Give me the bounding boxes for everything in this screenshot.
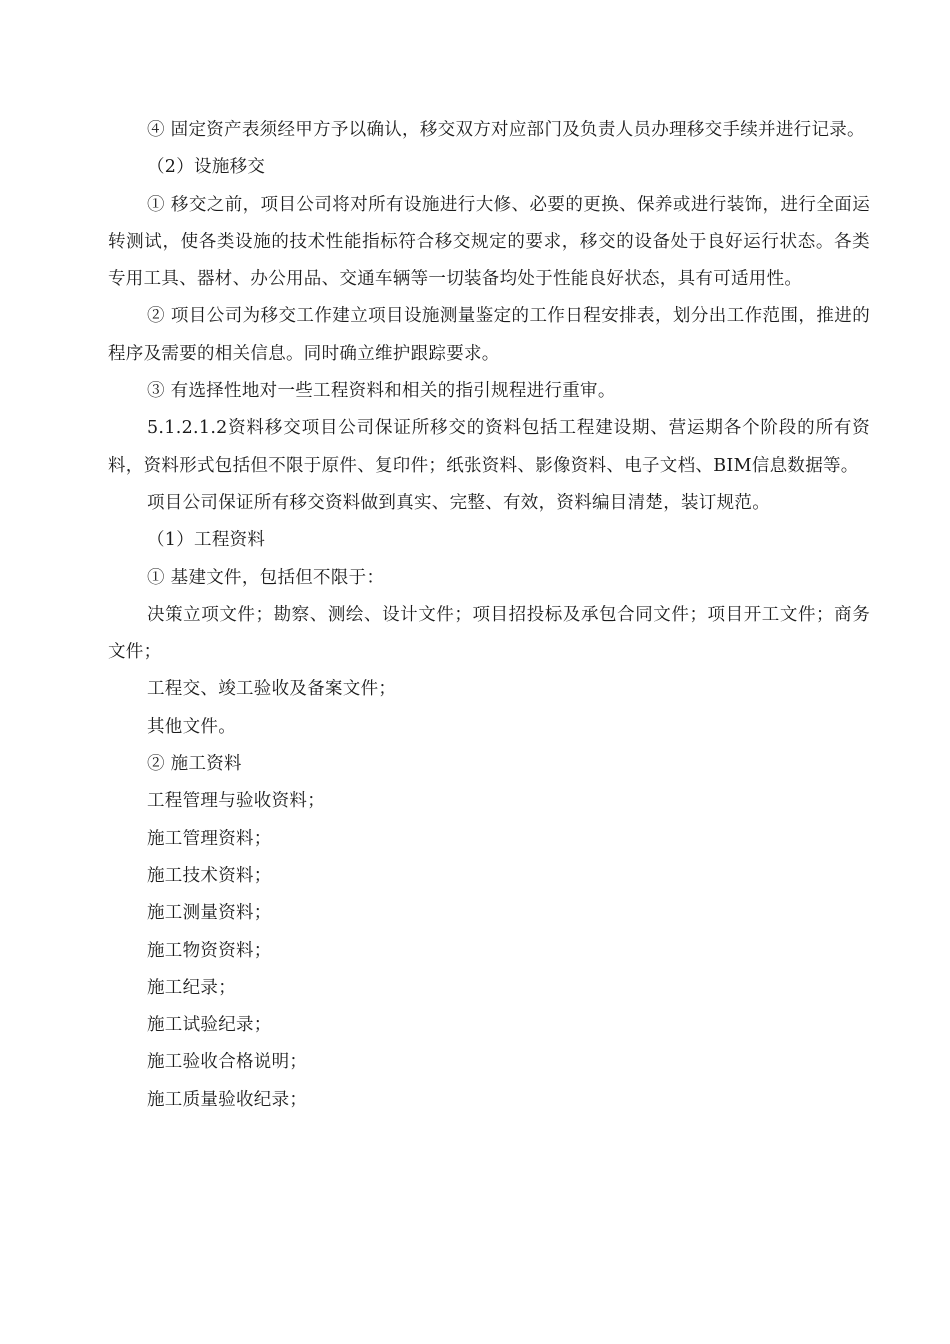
list-item-construction-technical: 施工技术资料； — [147, 865, 272, 886]
list-item-other-docs: 其他文件。 — [147, 716, 236, 737]
list-item-decision-docs: 决策立项文件；勘察、测绘、设计文件；项目招投标及承包合同文件；项目开工文件；商务文件； — [108, 604, 870, 663]
heading-engineering-data: （1）工程资料 — [147, 530, 266, 551]
list-item-construction-survey: 施工测量资料； — [147, 903, 272, 924]
paragraph-fixed-asset-confirmation: ④ 固定资产表须经甲方予以确认，移交双方对应部门及负责人员办理移交手续并进行记录。 — [147, 120, 865, 140]
document-body — [108, 112, 870, 1119]
paragraph-data-handover: 5.1.2.1.2资料移交项目公司保证所移交的资料包括工程建设期、营运期各个阶段的所有资料，资料形式包括但不限于原件、复印件；纸张资料、影像资料、电子文档、BIM信息数据等。 — [108, 418, 870, 476]
list-item-quality-acceptance: 施工质量验收纪录； — [147, 1089, 308, 1110]
list-item-infrastructure-docs: ① 基建文件，包括但不限于： — [147, 567, 385, 588]
list-item-construction-test-records: 施工试验纪录； — [147, 1015, 272, 1036]
list-item-completion-docs: 工程交、竣工验收及备案文件； — [147, 679, 397, 700]
paragraph-selective-review: ③ 有选择性地对一些工程资料和相关的指引规程进行重审。 — [147, 381, 616, 402]
list-item-acceptance-statement: 施工验收合格说明； — [147, 1052, 308, 1073]
list-item-construction-records: 施工纪录； — [147, 977, 236, 998]
list-item-construction-materials: 施工物资资料； — [147, 940, 272, 961]
paragraph-pre-handover-overhaul: ① 移交之前，项目公司将对所有设施进行大修、必要的更换、保养或进行装饰，进行全面运转测试，使各类设施的技术性能指标符合移交规定的要求，移交的设备处于良好运行状态。各类专用工具、器材、办公用品、交通车辆等一切装备均处于性能良好状态，具有可适用性。 — [108, 194, 870, 290]
paragraph-handover-schedule: ② 项目公司为移交工作建立项目设施测量鉴定的工作日程安排表，划分出工作范围，推进的程序及需要的相关信息。同时确立维护跟踪要求。 — [108, 306, 870, 364]
list-item-management-acceptance: 工程管理与验收资料； — [147, 791, 325, 812]
heading-facility-handover: （2）设施移交 — [147, 157, 266, 178]
paragraph-data-guarantee: 项目公司保证所有移交资料做到真实、完整、有效，资料编目清楚，装订规范。 — [147, 492, 770, 513]
list-item-construction-data: ② 施工资料 — [147, 754, 242, 775]
list-item-construction-management: 施工管理资料； — [147, 828, 272, 849]
